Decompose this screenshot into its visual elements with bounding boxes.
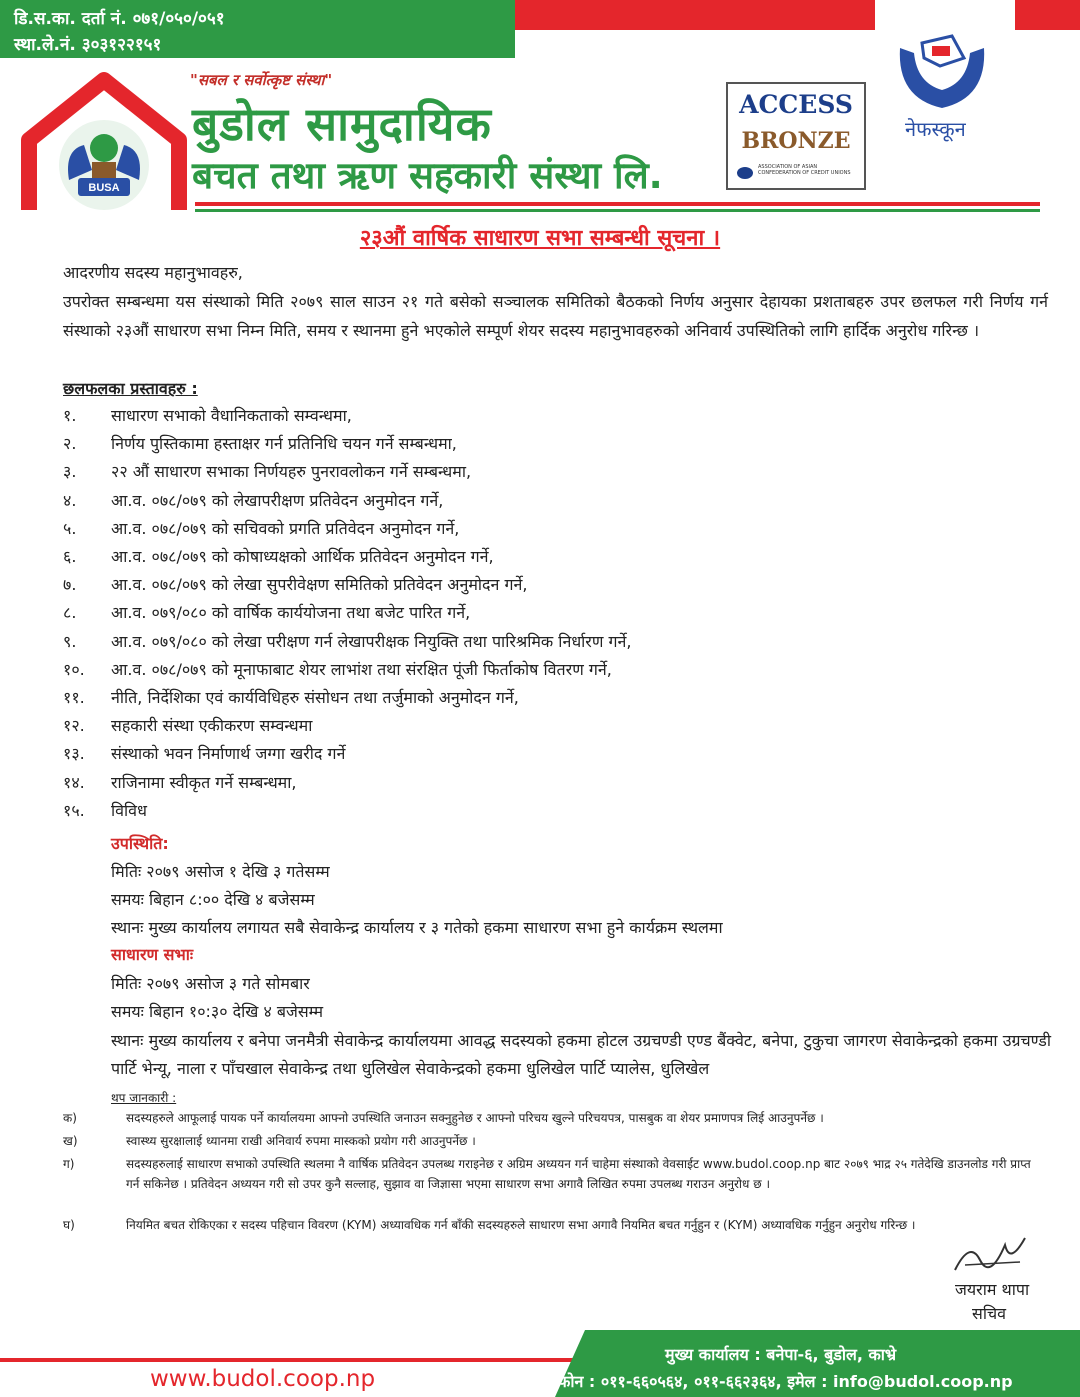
notice-title: २३औं वार्षिक साधारण सभा सम्बन्धी सूचना ।	[359, 226, 721, 251]
header-red-band	[515, 0, 875, 30]
proposal-number: १२.	[63, 716, 85, 735]
proposal-number: ४.	[63, 491, 77, 510]
proposal-number: ३.	[63, 462, 77, 481]
proposal-number: १.	[63, 406, 77, 425]
proposal-item: राजिनामा स्वीकृत गर्ने सम्बन्धमा,	[111, 773, 297, 792]
proposal-number: ८.	[63, 603, 77, 622]
proposal-item: आ.व. ०७८/०७९ को सचिवको प्रगति प्रतिवेदन अनुमोदन गर्ने,	[111, 519, 460, 538]
footer-contact: फोन : ०११-६६०५६४, ०११-६६२३६४, इमेल : info@budol.coop.np	[558, 1372, 1013, 1391]
proposal-item: आ.व. ०७८/०७९ को मूनाफाबाट शेयर लाभांश तथा संरक्षित पूंजी फिर्ताकोष वितरण गर्ने,	[111, 660, 612, 679]
extra-info-text: सदस्यहरुले आफूलाई पायक पर्ने कार्यालयमा आफ्नो उपस्थिति जनाउन सक्नुहुनेछ र आफ्नो परिचय खुल्ने परिचयपत्र, पासबुक वा शेयर प्रमाणपत्र लिई आउनुपर्नेछ ।	[126, 1111, 824, 1125]
proposal-item: संस्थाको भवन निर्माणार्थ जग्गा खरीद गर्ने	[111, 744, 346, 763]
proposal-number: १३.	[63, 744, 85, 763]
proposal-item: आ.व. ०७९/०८० को लेखा परीक्षण गर्न लेखापरीक्षक नियुक्ति तथा पारिश्रमिक निर्धारण गर्ने,	[111, 632, 632, 651]
footer-website[interactable]: www.budol.coop.np	[150, 1366, 376, 1392]
extra-info-key: ग)	[63, 1157, 75, 1171]
attendance-heading: उपस्थिति:	[111, 834, 169, 853]
proposal-number: १५.	[63, 801, 85, 820]
extra-info-text: सदस्यहरुलाई साधारण सभाको उपस्थिति स्थलमा नै वार्षिक प्रतिवेदन उपलब्ध गराइनेछ र अग्रिम अध्ययन गर्न चाहेमा संस्थाको वेवसाईट www.budol.coop.np बाट २०७९ भाद्र २५ गतेदेखि डाउनलोड गरी प्राप्त गर्न सकिनेछ । प्रतिवेदन अध्ययन गरी सो उपर कुनै सल्लाह, सुझाव वा जिज्ञासा भएमा साधारण सभा अगावै लिखित रुपमा उपलब्ध गराउन अनुरोध छ ।	[126, 1157, 1031, 1191]
proposal-number: ६.	[63, 547, 77, 566]
proposal-number: १४.	[63, 773, 85, 792]
proposals-heading: छलफलका प्रस्तावहरु :	[63, 379, 198, 398]
proposal-item: निर्णय पुस्तिकामा हस्ताक्षर गर्न प्रतिनिधि चयन गर्ने सम्बन्धमा,	[111, 434, 457, 453]
salutation: आदरणीय सदस्य महानुभावहरु,	[63, 263, 243, 282]
registration-number: डि.स.का. दर्ता नं. ०७१/०५०/०५१	[14, 9, 225, 29]
proposal-item: आ.व. ०७८/०७९ को कोषाध्यक्षको आर्थिक प्रतिवेदन अनुमोदन गर्ने,	[111, 547, 494, 566]
header-rule-green	[195, 209, 1040, 212]
proposal-number: ७.	[63, 575, 77, 594]
proposal-item: आ.व. ०७९/०८० को वार्षिक कार्ययोजना तथा बजेट पारित गर्ने,	[111, 603, 471, 622]
access-organization: ASSOCIATION OF ASIAN CONFEDERATION OF CREDIT UNIONS	[758, 164, 851, 176]
proposal-item: आ.व. ०७८/०७९ को लेखा सुपरीवेक्षण समितिको प्रतिवेदन अनुमोदन गर्ने,	[111, 575, 528, 594]
accu-logo-icon	[736, 166, 754, 180]
signature-image	[950, 1230, 1030, 1280]
footer-office: मुख्य कार्यालय : बनेपा-६, बुडोल, काभ्रे	[665, 1345, 897, 1364]
proposal-number: १०.	[63, 660, 85, 679]
signatory-title: सचिव	[972, 1304, 1007, 1323]
general-meeting-heading: साधारण सभाः	[111, 945, 194, 964]
proposal-number: ११.	[63, 688, 85, 707]
attendance-date: मितिः २०७९ असोज १ देखि ३ गतेसम्म	[111, 862, 330, 881]
extra-info-text: स्वास्थ्य सुरक्षालाई ध्यानमा राखी अनिवार्य रुपमा मास्कको प्रयोग गरी आउनुपर्नेछ ।	[126, 1134, 476, 1148]
proposal-item: साधारण सभाको वैधानिकताको सम्वन्धमा,	[111, 406, 352, 425]
extra-info-text: नियमित बचत रोकिएका र सदस्य पहिचान विवरण (KYM) अध्यावधिक गर्न बाँकी सदस्यहरुले साधारण सभा अगावै नियमित बचत गर्नुहुन र (KYM) अध्यावधिक गर्नुहुन अनुरोध गरिन्छ ।	[126, 1218, 916, 1232]
org-name-line1: बुडोल सामुदायिक	[192, 97, 492, 151]
header-red-band-right	[1015, 0, 1080, 30]
proposal-item: सहकारी संस्था एकीकरण सम्वन्धमा	[111, 716, 313, 735]
pan-number: स्था.ले.नं. ३०३१२२१५१	[14, 35, 162, 55]
tagline: "सबल र सर्वोत्कृष्ट संस्था"	[190, 71, 333, 89]
intro-paragraph: उपरोक्त सम्बन्धमा यस संस्थाको मिति २०७९ साल साउन २१ गते बसेको सञ्चालक समितिको बैठकको निर्णय अनुसार देहायका प्रशताबहरु उपर छलफल गरी निर्णय गर्न संस्थाको २३औं साधारण सभा निम्न मिति, समय र स्थानमा हुने भएकोले सम्पूर्ण शेयर सदस्य महानुभावहरुको अनिवार्य उपस्थितिको लागि हार्दिक अनुरोध गरिन्छ ।	[63, 292, 1048, 340]
extra-info-key: ख)	[63, 1134, 78, 1148]
attendance-time: समयः बिहान ८:०० देखि ४ बजेसम्म	[111, 890, 315, 909]
org-name-line2: बचत तथा ऋण सहकारी संस्था लि.	[192, 154, 663, 197]
proposal-item: नीति, निर्देशिका एवं कार्यविधिहरु संसोधन तथा तर्जुमाको अनुमोदन गर्ने,	[111, 688, 519, 707]
proposal-number: ९.	[63, 632, 77, 651]
general-meeting-place: स्थानः मुख्य कार्यालय र बनेपा जनमैत्री सेवाकेन्द्र कार्यालयमा आवद्ध सदस्यको हकमा होटल उग्रचण्डी एण्ड बैंक्वेट, बनेपा, टुकुचा जागरण सेवाकेन्द्रको हकमा उग्रचण्डी पार्टि भेन्यू, नाला र पाँचखाल सेवाकेन्द्र तथा धुलिखेल सेवाकेन्द्रको हकमा धुलिखेल पार्टि प्यालेस, धुलिखेल	[111, 1031, 1051, 1078]
nefscun-logo	[892, 18, 992, 113]
general-meeting-time: समयः बिहान १०:३० देखि ४ बजेसम्म	[111, 1002, 324, 1021]
access-bronze-badge	[726, 82, 866, 190]
signatory-name: जयराम थापा	[955, 1280, 1030, 1299]
extra-info-key: क)	[63, 1111, 77, 1125]
extra-info-heading: थप जानकारी :	[111, 1091, 177, 1105]
attendance-place: स्थानः मुख्य कार्यालय लगायत सबै सेवाकेन्द्र कार्यालय र ३ गतेको हकमा साधारण सभा हुने कार्यक्रम स्थलमा	[111, 918, 723, 937]
header-rule-red	[195, 202, 1040, 206]
busa-logo-text: BUSA	[88, 182, 120, 194]
busa-logo	[14, 70, 194, 215]
proposal-number: ५.	[63, 519, 77, 538]
proposal-item: २२ औं साधारण सभाका निर्णयहरु पुनरावलोकन गर्ने सम्बन्धमा,	[111, 462, 472, 481]
access-level: BRONZE	[741, 128, 851, 154]
nefscun-label: नेफस्कून	[905, 117, 966, 141]
proposal-item: आ.व. ०७८/०७९ को लेखापरीक्षण प्रतिवेदन अनुमोदन गर्ने,	[111, 491, 444, 510]
proposal-number: २.	[63, 434, 77, 453]
general-meeting-date: मितिः २०७९ असोज ३ गते सोमबार	[111, 974, 310, 993]
proposal-item: विविध	[111, 801, 147, 820]
access-title: ACCESS	[739, 90, 853, 119]
extra-info-key: घ)	[63, 1218, 75, 1232]
